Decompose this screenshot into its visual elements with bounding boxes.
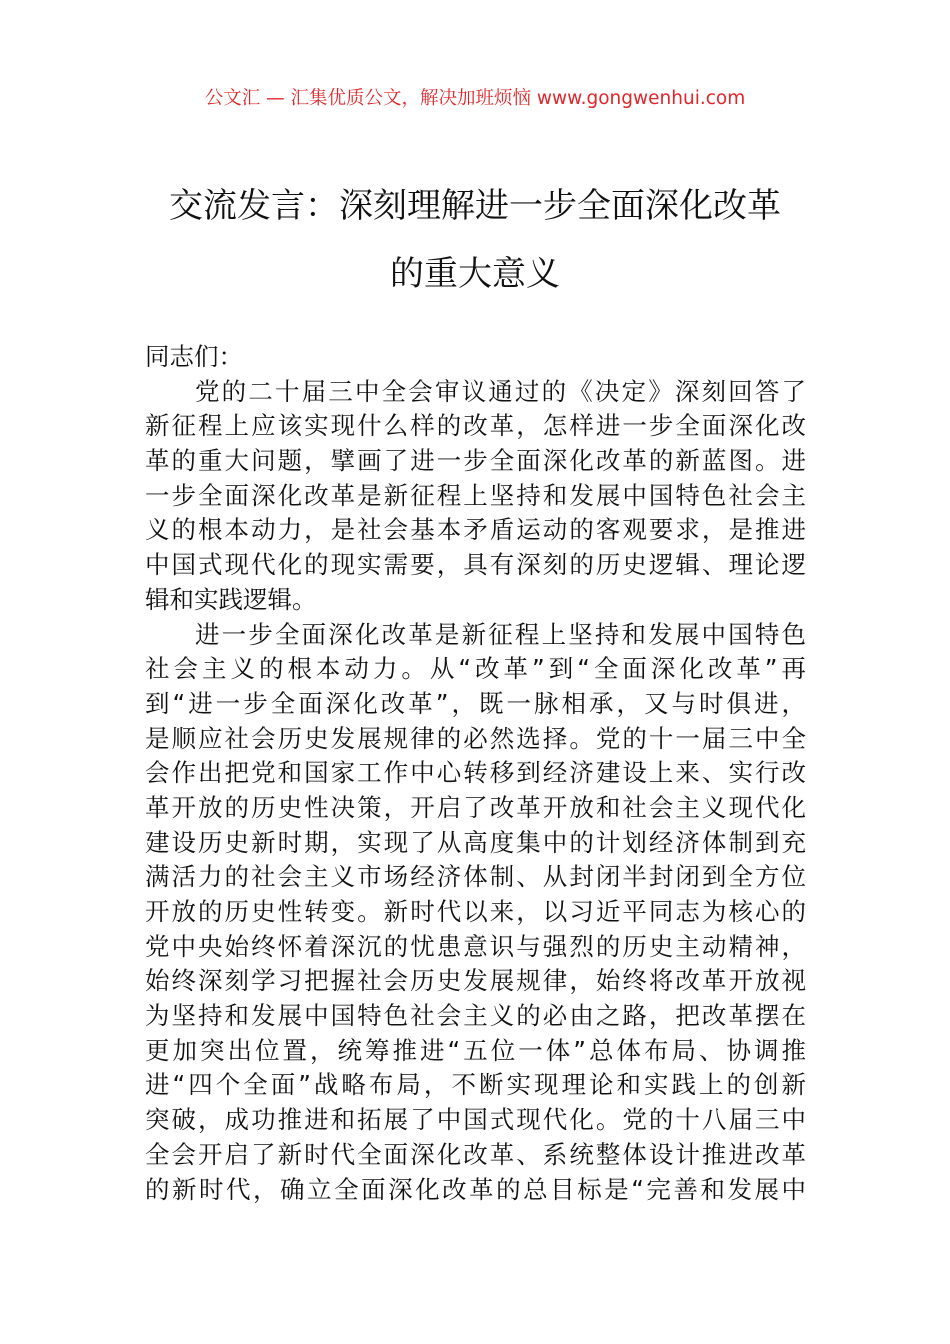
text-line: 始终深刻学习把握社会历史发展规律，始终将改革开放视 [145,966,806,996]
text-line: 全会开启了新时代全面深化改革、系统整体设计推进改革 [145,1139,806,1169]
text-line: 革开放的历史性决策，开启了改革开放和社会主义现代化 [145,792,806,822]
text-line: 进一步全面深化改革是新征程上坚持和发展中国特色 [195,619,806,649]
text-line: 满活力的社会主义市场经济体制、从封闭半封闭到全方位 [145,862,806,892]
text-line: 新征程上应该实现什么样的改革，怎样进一步全面深化改 [145,411,806,441]
text-line: 一步全面深化改革是新征程上坚持和发展中国特色社会主 [145,480,806,510]
text-line: 义的根本动力，是社会基本矛盾运动的客观要求，是推进 [145,515,806,545]
text-line: 辑和实践逻辑。 [145,584,317,614]
text-line: 为坚持和发展中国特色社会主义的必由之路，把改革摆在 [145,1001,806,1031]
document-body [145,340,806,1207]
text-line: 进“四个全面”战略布局，不断实现理论和实践上的创新 [145,1070,806,1100]
text-line: 开放的历史性转变。新时代以来，以习近平同志为核心的 [145,897,806,926]
text-line: 党中央始终怀着深沉的忧患意识与强烈的历史主动精神， [145,931,806,961]
text-line: 的新时代，确立全面深化改革的总目标是“完善和发展中 [145,1174,806,1204]
text-line: 突破，成功推进和拓展了中国式现代化。党的十八届三中 [145,1105,806,1135]
text-line: 同志们： [145,342,243,371]
text-line: 会作出把党和国家工作中心转移到经济建设上来、实行改 [145,758,806,788]
text-line: 党的二十届三中全会审议通过的《决定》深刻回答了 [195,376,806,406]
text-line: 社会主义的根本动力。从“改革”到“全面深化改革”再 [145,654,806,684]
document-title-line-2: 的重大意义 [390,254,560,294]
text-line: 更加突出位置，统筹推进“五位一体”总体布局、协调推 [145,1035,806,1065]
text-line: 到“进一步全面深化改革”，既一脉相承，又与时俱进， [145,688,806,718]
watermark-header: 公文汇 — 汇集优质公文，解决加班烦恼 www.gongwenhui.com [204,88,746,109]
text-line: 是顺应社会历史发展规律的必然选择。党的十一届三中全 [145,723,806,753]
text-line: 中国式现代化的现实需要，具有深刻的历史逻辑、理论逻 [145,550,806,580]
document-title-line-1: 交流发言：深刻理解进一步全面深化改革 [169,186,781,226]
text-line: 革的重大问题，擘画了进一步全面深化改革的新蓝图。进 [145,446,806,476]
text-line: 建设历史新时期，实现了从高度集中的计划经济体制到充 [145,827,806,857]
